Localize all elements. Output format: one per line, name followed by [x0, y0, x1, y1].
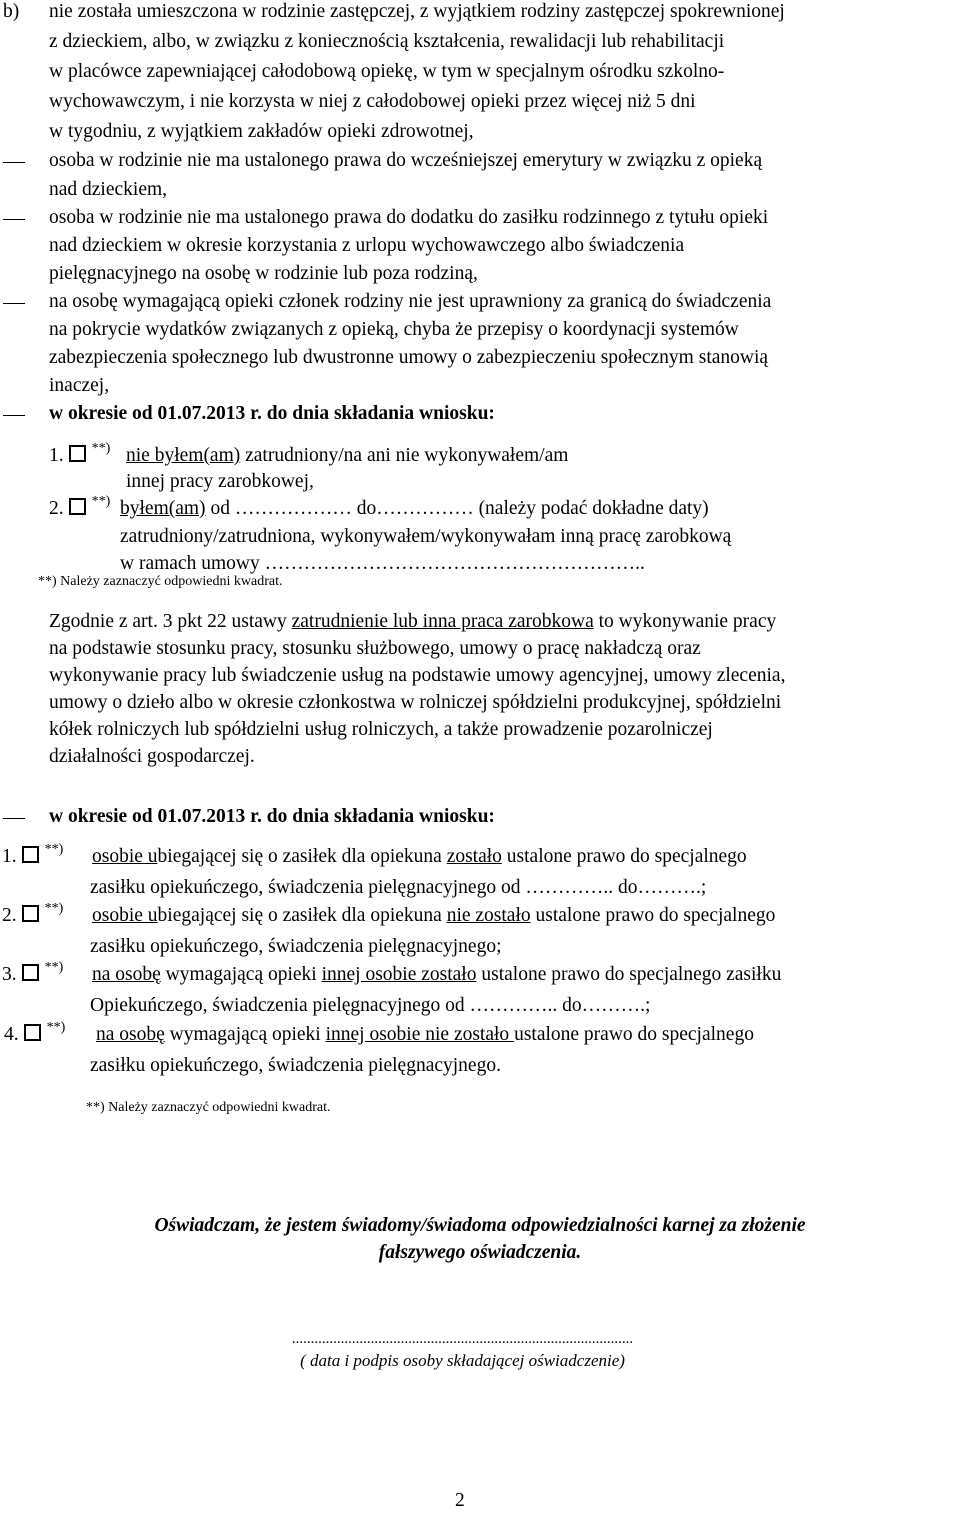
item-b-line: wychowawczym, i nie korzysta w niej z całodobowej opieki przez więcej niż 5 dni [49, 91, 696, 112]
footnote-marker: **) [91, 494, 111, 509]
section2-option-line2: zasiłku opiekuńczego, świadczenia pielęgnacyjnego; [90, 936, 502, 957]
section2-option-line1 [92, 963, 781, 987]
section1-option-1 [49, 441, 111, 470]
section1-option-2-line2: zatrudniony/zatrudniona, wykonywałem/wykonywałam inną pracę zarobkową [120, 526, 732, 547]
dash-item-line: nad dzieckiem, [49, 179, 168, 200]
section1-option-2-line3: w ramach umowy ………………………………………………….. [120, 553, 645, 574]
section1-option-2 [49, 494, 111, 523]
article-line: wykonywanie pracy lub świadczenie usług na podstawie umowy agencyjnej, umowy zlecenia, [49, 665, 786, 686]
section2-option-line2: zasiłku opiekuńczego, świadczenia pielęgnacyjnego. [90, 1055, 501, 1076]
section1-option-1-text [126, 444, 568, 468]
section2-option-line1 [92, 904, 775, 928]
dash-bullet [3, 415, 25, 416]
dash-bullet [3, 162, 25, 163]
option-text: wymagającą opieki [164, 1024, 326, 1045]
dash-item-line: nad dzieckiem w okresie korzystania z urlopu wychowawczego albo świadczenia [49, 235, 685, 256]
section2-footnote: **) Należy zaznaczyć odpowiedni kwadrat. [86, 1100, 331, 1115]
item-b-marker: b) [3, 1, 20, 22]
section2-option-1 [2, 842, 64, 871]
option-text: zatrudniony/na ani nie wykonywałem/am [240, 445, 569, 466]
checkbox-square[interactable] [22, 905, 39, 922]
dash-item-line: na osobę wymagającą opieki członek rodziny nie jest uprawniony za granicą do świadczenia [49, 291, 772, 312]
option-number: 2. [49, 498, 64, 519]
checkbox-square[interactable] [69, 445, 86, 462]
option-text: ustalone prawo do specjalnego [530, 905, 776, 926]
article-line: działalności gospodarczej. [49, 746, 255, 767]
article-text: Zgodnie z art. 3 pkt 22 ustawy [49, 611, 292, 632]
option-text: od ……………… do…………… (należy podać dokładne daty) [205, 498, 709, 519]
underlined-phrase: nie byłem(am) [126, 445, 241, 466]
dash-item-line: osoba w rodzinie nie ma ustalonego prawa do dodatku do zasiłku rodzinnego z tytułu opieki [49, 207, 769, 228]
option-text: biegającej się o zasiłek dla opiekuna [157, 846, 447, 867]
footnote-marker: **) [46, 1020, 66, 1035]
checkbox-square[interactable] [22, 846, 39, 863]
section1-option-2-text [120, 497, 709, 521]
section1-heading: w okresie od 01.07.2013 r. do dnia składania wniosku: [49, 403, 495, 424]
dash-bullet [3, 303, 25, 304]
defined-term: zatrudnienie lub inna praca zarobkowa [291, 611, 594, 632]
underlined-phrase: innej osobie nie zostało [325, 1024, 515, 1045]
footnote-marker: **) [44, 960, 64, 975]
item-b-line: nie została umieszczona w rodzinie zastępczej, z wyjątkiem rodziny zastępczej spokrewnionej [49, 1, 785, 22]
section2-option-line1 [96, 1023, 754, 1047]
dash-bullet [3, 818, 25, 819]
section2-option-line2: zasiłku opiekuńczego, świadczenia pielęgnacyjnego od ………….. do……….; [90, 877, 707, 898]
section1-option-1-line2: innej pracy zarobkowej, [126, 471, 314, 492]
option-text: wymagającą opieki [160, 964, 322, 985]
section1-footnote: **) Należy zaznaczyć odpowiedni kwadrat. [38, 574, 283, 589]
footnote-marker: **) [44, 901, 64, 916]
option-number: 2. [2, 905, 17, 926]
section2-option-line2: Opiekuńczego, świadczenia pielęgnacyjnego od ………….. do……….; [90, 995, 651, 1016]
section2-heading: w okresie od 01.07.2013 r. do dnia składania wniosku: [49, 806, 495, 827]
section2-option-2 [2, 901, 64, 930]
article-line: umowy o dzieło albo w okresie członkostwa w rolniczej spółdzielni produkcyjnej, spółdzielni [49, 692, 782, 713]
checkbox-square[interactable] [22, 964, 39, 981]
checkbox-square[interactable] [69, 498, 86, 515]
section2-option-4 [4, 1020, 66, 1049]
section2-option-3 [2, 960, 64, 989]
signature-dots: ........................................................................................... [291, 1331, 634, 1347]
option-text: ustalone prawo do specjalnego zasiłku [476, 964, 782, 985]
underlined-phrase: zostało [446, 846, 502, 867]
dash-bullet [3, 219, 25, 220]
option-text: ustalone prawo do specjalnego [514, 1024, 754, 1045]
underlined-phrase: na osobę [92, 964, 161, 985]
option-number: 1. [49, 445, 64, 466]
underlined-phrase: na osobę [96, 1024, 165, 1045]
dash-item-line: osoba w rodzinie nie ma ustalonego prawa do wcześniejszej emerytury w związku z opieką [49, 150, 763, 171]
signature-caption: ( data i podpis osoby składającej oświadczenie) [300, 1351, 625, 1370]
dash-item-line: na pokrycie wydatków związanych z opieką, chyba że przepisy o koordynacji systemów [49, 319, 739, 340]
item-b-line: z dzieckiem, albo, w związku z koniecznością kształcenia, rewalidacji lub rehabilitacji [49, 31, 725, 52]
footnote-marker: **) [44, 842, 64, 857]
item-b-line: w tygodniu, z wyjątkiem zakładów opieki zdrowotnej, [49, 121, 474, 142]
declaration-line: Oświadczam, że jestem świadomy/świadoma odpowiedzialności karnej za złożenie [154, 1215, 806, 1236]
underlined-phrase: nie zostało [446, 905, 531, 926]
dash-item-line: zabezpieczenia społecznego lub dwustronne umowy o zabezpieczeniu społecznym stanowią [49, 347, 769, 368]
option-number: 3. [2, 964, 17, 985]
dash-item-line: inaczej, [49, 375, 110, 396]
checkbox-square[interactable] [24, 1024, 41, 1041]
article-line: kółek rolniczych lub spółdzielni usług rolniczych, a także prowadzenie pozarolniczej [49, 719, 713, 740]
article-line: na podstawie stosunku pracy, stosunku służbowego, umowy o pracę nakładczą oraz [49, 638, 701, 659]
article-line [49, 610, 955, 634]
dash-item-line: pielęgnacyjnego na osobę w rodzinie lub poza rodziną, [49, 263, 478, 284]
option-number: 4. [4, 1024, 19, 1045]
declaration-line: fałszywego oświadczenia. [378, 1242, 582, 1263]
underlined-phrase: osobie u [92, 905, 158, 926]
option-number: 1. [2, 846, 17, 867]
underlined-phrase: byłem(am) [120, 498, 206, 519]
article-text: to wykonywanie pracy [593, 611, 777, 632]
option-text: biegającej się o zasiłek dla opiekuna [157, 905, 447, 926]
item-b-line: w placówce zapewniającej całodobową opiekę, w tym w specjalnym ośrodku szkolno- [49, 61, 725, 82]
section2-option-line1 [92, 845, 747, 869]
option-text: ustalone prawo do specjalnego [501, 846, 747, 867]
underlined-phrase: osobie u [92, 846, 158, 867]
underlined-phrase: innej osobie zostało [321, 964, 477, 985]
footnote-marker: **) [91, 441, 111, 456]
page-number: 2 [455, 1490, 465, 1511]
